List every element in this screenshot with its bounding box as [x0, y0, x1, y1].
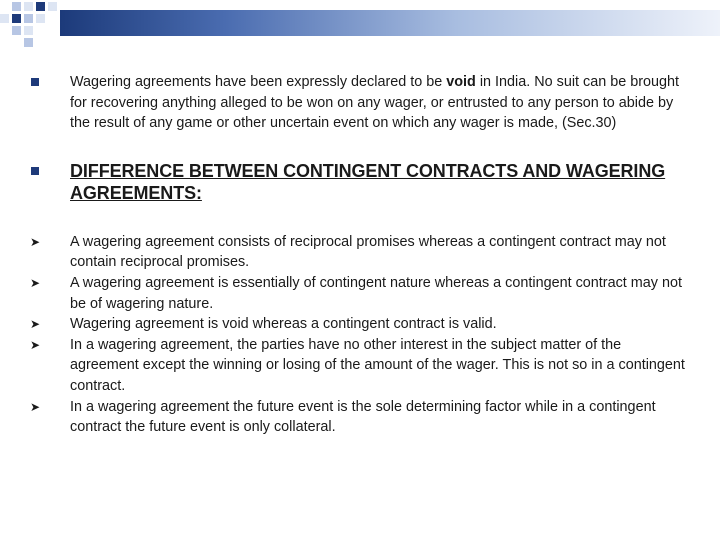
difference-item — [28, 314, 692, 335]
intro-text: Wagering agreements have been expressly declared to be void in India. No suit can be brought for recovering anything alleged to be won on any wager, or entrusted to any person to abide by the result of any game or other uncertain event on which any wager is made, (Sec.30) — [70, 74, 680, 132]
section-heading: DIFFERENCE BETWEEN CONTINGENT CONTRACTS AND WAGERING AGREEMENTS: — [70, 160, 666, 203]
difference-text: A wagering agreement is essentially of contingent nature whereas a contingent contract may not be of wagering nature. — [70, 274, 682, 312]
difference-item — [28, 335, 692, 397]
square-bullet-icon — [31, 78, 39, 86]
difference-item — [28, 232, 692, 273]
header-decoration — [0, 0, 60, 48]
arrow-bullet-icon: ➤ — [30, 337, 41, 352]
difference-item — [28, 273, 692, 314]
difference-text: In a wagering agreement the future event is the sole determining factor while in a contingent contract the future event is only collateral. — [70, 398, 656, 436]
difference-item — [28, 397, 692, 438]
difference-text: In a wagering agreement, the parties have no other interest in the subject matter of the agreement except the winning or losing of the amount of the wager. This is not so in a contingent contract. — [70, 336, 685, 394]
arrow-bullet-icon: ➤ — [30, 399, 41, 414]
difference-text: Wagering agreement is void whereas a contingent contract is valid. — [70, 316, 497, 333]
arrow-bullet-icon: ➤ — [30, 317, 41, 332]
difference-text: A wagering agreement consists of reciprocal promises whereas a contingent contract may not contain reciprocal promises. — [70, 233, 666, 271]
arrow-bullet-icon: ➤ — [30, 234, 41, 249]
void-emphasis: void — [446, 74, 476, 90]
header-bar — [60, 10, 720, 36]
arrow-bullet-icon: ➤ — [30, 275, 41, 290]
heading-bullet — [28, 160, 692, 204]
intro-bullet — [28, 72, 692, 134]
slide-content — [28, 72, 692, 438]
square-bullet-icon — [31, 167, 39, 175]
